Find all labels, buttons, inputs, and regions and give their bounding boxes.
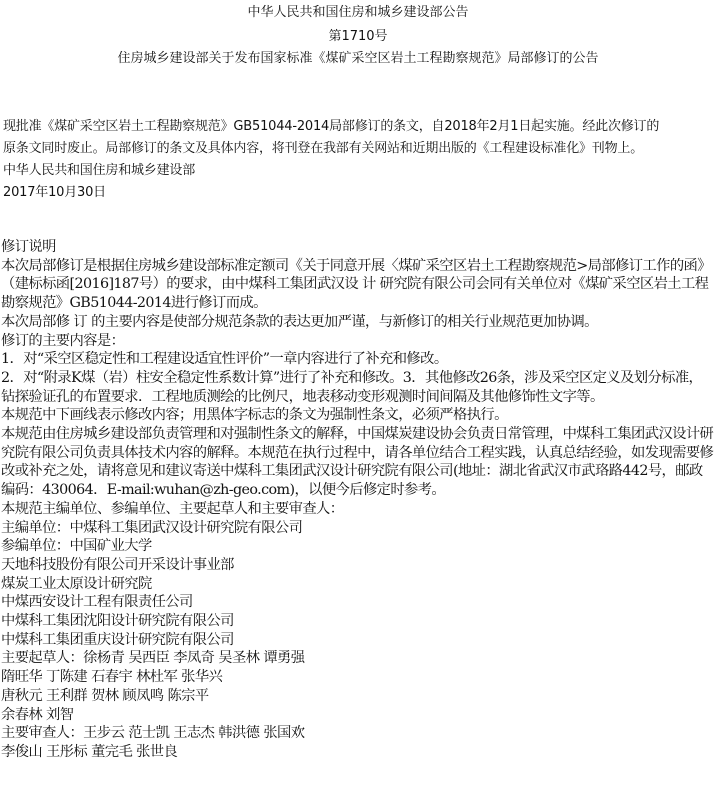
paragraph: 修订的主要内容是： bbox=[1, 332, 125, 349]
participating-unit: 中煤科工集团重庆设计研究院有限公司 bbox=[1, 631, 234, 648]
notice-line: 现批准《煤矿采空区岩土工程勘察规范》GB51044-2014局部修订的条文，自2018年2月1日起实施。经此次修订的 bbox=[3, 119, 660, 134]
notice-section bbox=[3, 116, 713, 204]
revision-explanation bbox=[1, 238, 715, 762]
paragraph: 本次局部修 订 的主要内容是使部分规范条款的表达更加严谨，与新修订的相关行业规范更加协调。 bbox=[1, 313, 598, 330]
drafters-line: 隋旺华 丁陈建 石春宇 林杜军 张华兴 bbox=[1, 669, 223, 686]
announcement-title: 住房城乡建设部关于发布国家标准《煤矿采空区岩土工程勘察规范》局部修订的公告 bbox=[117, 51, 599, 66]
participating-unit: 天地科技股份有限公司开采设计事业部 bbox=[1, 556, 234, 573]
list-item: 2．对“附录K煤（岩）柱安全稳定性系数计算”进行了补充和修改。3．其他修改26条，涉及采空区定义及划分标准，钻探验证孔的布置要求．工程地质测绘的比例尺，地表移动变形观测时间间隔及其他修饰性文字等。 bbox=[1, 369, 703, 405]
participating-unit: 中煤西安设计工程有限责任公司 bbox=[1, 594, 193, 611]
announcement-number: 第1710号 bbox=[328, 29, 388, 44]
issue-date: 2017年10月30日 bbox=[3, 185, 106, 200]
paragraph: 本规范中下画线表示修改内容；用黑体字标志的条文为强制性条文，必须严格执行。 bbox=[1, 407, 508, 424]
paragraph: 本次局部修订是根据住房城乡建设部标准定额司《关于同意开展〈煤矿采空区岩土工程勘察规范>局部修订工作的函》（建标标函[2016]187号）的要求，由中煤科工集团武汉设 计 研究院有限公司会同有关单位对《煤矿采空区岩土工程勘察规范》GB51044-2014进行修订而成。 bbox=[1, 257, 711, 312]
chief-unit: 主编单位：中煤科工集团武汉设计研究院有限公司 bbox=[1, 519, 303, 536]
drafters-line: 主要起草人：徐杨青 吴西臣 李凤奇 吴圣林 谭勇强 bbox=[1, 650, 305, 667]
section-title: 修订说明 bbox=[1, 239, 56, 255]
drafters-line: 唐秋元 王利群 贺林 顾凤鸣 陈宗平 bbox=[1, 687, 209, 704]
drafters-line: 余春林 刘智 bbox=[1, 706, 74, 723]
reviewers-line: 李俊山 王彤标 董完毛 张世良 bbox=[1, 743, 178, 760]
issuer: 中华人民共和国住房和城乡建设部 bbox=[3, 163, 196, 178]
paragraph: 本规范由住房城乡建设部负责管理和对强制性条文的解释，中国煤炭建设协会负责日常管理，中煤科工集团武汉设计研究院有限公司负责具体技术内容的解释。本规范在执行过程中，请各单位结合工程实践，认真总结经验，如发现需要修改或补充之处，请将意见和建议寄送中煤科工集团武汉设计研究院有限公司(地址：湖北省武汉市武珞路442号，邮政编码：430064．E-mail:wuhan@zh-geo.com)，以便今后修定时参考。 bbox=[1, 426, 714, 499]
ministry-title: 中华人民共和国住房和城乡建设部公告 bbox=[247, 5, 469, 20]
reviewers-line: 主要审查人：王步云 范士凯 王志杰 韩洪德 张国欢 bbox=[1, 725, 305, 742]
list-item: 1．对“采空区稳定性和工程建设适宜性评价”一章内容进行了补充和修改。 bbox=[1, 351, 448, 368]
paragraph: 本规范主编单位、参编单位、主要起草人和主要审查人： bbox=[1, 500, 344, 517]
participating-unit: 煤炭工业太原设计研究院 bbox=[1, 575, 152, 592]
participating-units-label: 参编单位：中国矿业大学 bbox=[1, 538, 152, 555]
notice-line: 原条文同时废止。局部修订的条文及具体内容，将刊登在我部有关网站和近期出版的《工程建设标准化》刊物上。 bbox=[3, 141, 644, 156]
participating-unit: 中煤科工集团沈阳设计研究院有限公司 bbox=[1, 613, 234, 630]
